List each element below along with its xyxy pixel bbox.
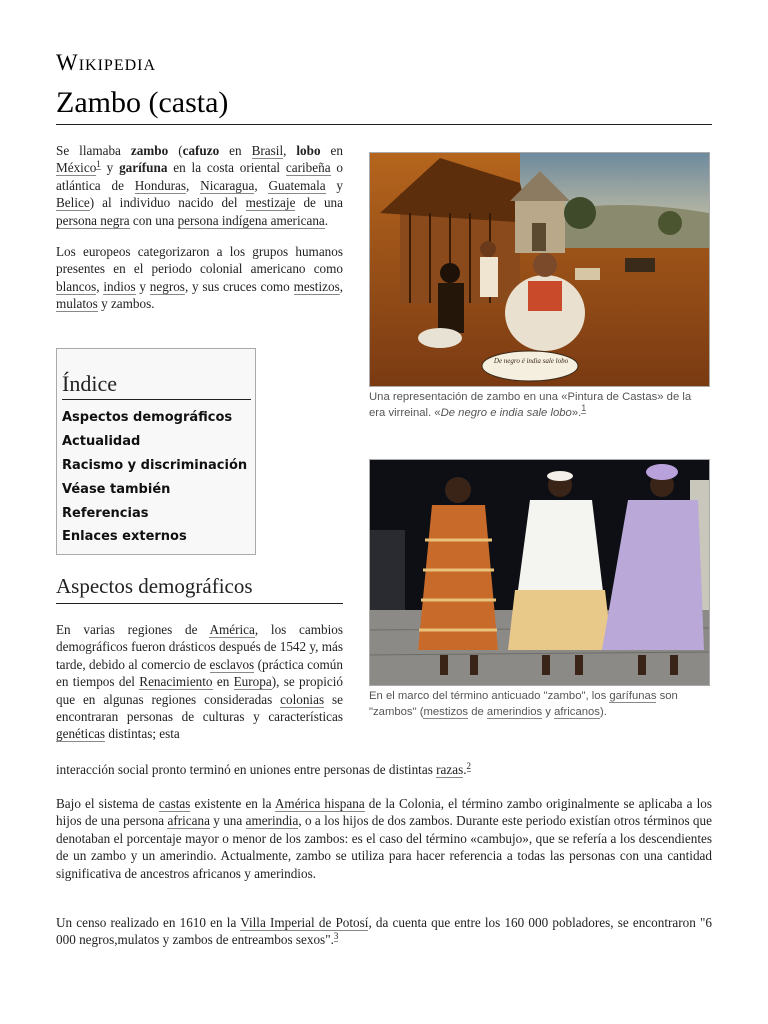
text: en <box>219 143 252 158</box>
text: , <box>186 177 201 193</box>
toc-item-racismo[interactable]: Racismo y discriminación <box>62 458 248 473</box>
toc-item-referencias[interactable]: Referencias <box>62 506 149 521</box>
link-blancos[interactable]: blancos <box>56 278 97 294</box>
text: ( <box>168 143 183 158</box>
section-heading-aspectos: Aspectos demográficos <box>56 574 343 604</box>
figure1-caption <box>369 389 709 421</box>
reference-3[interactable]: 3 <box>333 931 339 942</box>
link-europa[interactable]: Europa <box>233 674 272 690</box>
section1-paragraph-1 <box>56 621 343 743</box>
text: . <box>324 212 329 228</box>
link-mestizos[interactable]: mestizos <box>423 706 469 718</box>
text: en <box>320 143 343 158</box>
text: en <box>212 674 234 690</box>
section1-paragraph-2 <box>56 795 712 882</box>
link-america[interactable]: América <box>209 622 255 637</box>
text: ), se propició que en algunas regiones consideradas <box>56 674 343 707</box>
link-mestizaje[interactable]: mestizaje <box>245 195 296 211</box>
toc-item-enlaces[interactable]: Enlaces externos <box>62 529 187 544</box>
link-nicaragua[interactable]: Nicaragua <box>200 177 255 193</box>
link-renacimiento[interactable]: Renacimiento <box>139 674 213 690</box>
casta-painting-illustration <box>370 153 709 386</box>
text: y <box>100 160 120 176</box>
link-guatemala[interactable]: Guatemala <box>268 177 326 193</box>
toc-item-aspectos[interactable]: Aspectos demográficos <box>62 410 233 425</box>
text: de una <box>295 195 343 211</box>
link-razas[interactable]: razas <box>436 762 464 777</box>
wikipedia-logo[interactable]: Wikipedia <box>56 50 157 75</box>
link-amerindia[interactable]: amerindia <box>245 813 299 829</box>
section1-p2 <box>56 795 712 882</box>
term-zambo: zambo <box>130 143 169 158</box>
figure2-caption <box>369 688 709 720</box>
text: , y sus cruces como <box>184 278 294 294</box>
text: De negro e india sale lobo <box>440 407 572 419</box>
text: interacción social pronto terminó en uniones entre personas de distintas <box>56 762 437 777</box>
link-negros[interactable]: negros <box>149 278 185 294</box>
term-cafuzo: cafuzo <box>182 143 220 158</box>
text: , <box>283 143 297 158</box>
text: o atlántica de <box>56 160 344 193</box>
section1-paragraph-3 <box>56 914 712 949</box>
link-castas[interactable]: castas <box>158 796 191 811</box>
link-persona-negra[interactable]: persona negra <box>56 212 130 228</box>
link-potosi[interactable]: Villa Imperial de Potosí <box>240 915 369 930</box>
section1-p1-end <box>56 761 712 778</box>
garifuna-dancers-illustration <box>370 460 709 685</box>
link-africana[interactable]: africana <box>167 813 210 829</box>
text: existente en la <box>190 796 275 811</box>
text: . <box>463 762 467 777</box>
text: En el marco del término anticuado "zambo", los <box>369 690 610 702</box>
link-mexico[interactable]: México <box>56 160 97 176</box>
text: Una representación de zambo en una «Pintura de Castas» de la era virreinal. « <box>369 391 692 419</box>
reference-1[interactable]: 1 <box>96 159 101 170</box>
text: son "zambos" ( <box>369 690 678 718</box>
text: (práctica común en tiempos del <box>56 656 343 690</box>
text: , o a los hijos de dos zambos. Durante este periodo existían otros términos que denotaban el porcentaje mayor o menor de los zambos: es el caso del término «cambujo», que se refería a los descendientes de un zambo y un amerindio. Actualmente, zambo se utiliza para hacer referencia a todas las personas con una cantidad significativa de ancestros africanos y amerindios. <box>56 813 712 881</box>
link-indios[interactable]: indios <box>103 278 136 294</box>
text: distintas; esta <box>105 726 180 742</box>
text: , da cuenta que entre los 160 000 pobladores, se encontraron "6 000 negros,mulatos y zambos de entreambos sexos". <box>56 915 712 948</box>
toc-item-actualidad[interactable]: Actualidad <box>62 434 141 449</box>
text: , los cambios demográficos fueron drásticos después de 1542 y, más tarde, debido al comercio de <box>56 622 343 672</box>
text: , <box>254 177 269 193</box>
link-amerindios[interactable]: amerindios <box>486 706 543 718</box>
intro-paragraph-2 <box>56 243 343 313</box>
section1-p1-column <box>56 621 343 743</box>
text: de <box>468 706 487 718</box>
toc-item-vease[interactable]: Véase también <box>62 482 171 497</box>
text: y <box>325 177 344 193</box>
text: y <box>135 278 150 294</box>
text: Los europeos categorizaron a los grupos humanos presentes en el periodo colonial americano como <box>56 244 343 277</box>
text: Se llamaba <box>56 143 131 158</box>
intro-paragraph-1 <box>56 142 343 229</box>
text: ). <box>599 706 607 718</box>
section1-p3 <box>56 914 712 949</box>
link-honduras[interactable]: Honduras <box>134 177 187 193</box>
figure-garifuna-dancers <box>369 459 709 720</box>
link-garifunas[interactable]: garífunas <box>609 690 657 702</box>
text: , <box>96 278 104 294</box>
link-belice[interactable]: Belice <box>56 195 90 211</box>
intro-section <box>56 142 343 313</box>
text: y una <box>209 813 246 829</box>
text: y <box>542 706 555 718</box>
link-brasil[interactable]: Brasil <box>251 143 284 158</box>
section1-paragraph-1-continuation <box>56 761 712 778</box>
text: En varias regiones de <box>56 622 210 637</box>
table-of-contents <box>56 348 256 555</box>
text: Un censo realizado en 1610 en la <box>56 915 241 930</box>
text: , <box>339 278 344 294</box>
painting-inscription: De negro é india sale lobo <box>493 357 569 365</box>
term-lobo: lobo <box>296 143 321 158</box>
reference-1[interactable]: 1 <box>581 403 587 414</box>
link-america-hispana[interactable]: América hispana <box>274 796 365 811</box>
text: con una <box>129 212 178 228</box>
text: ) al individuo nacido del <box>89 195 246 211</box>
reference-2[interactable]: 2 <box>466 760 472 771</box>
page-title: Zambo (casta) <box>56 86 712 125</box>
term-garifuna: garífuna <box>119 160 168 176</box>
link-colonias[interactable]: colonias <box>280 691 325 707</box>
garifuna-photo[interactable] <box>369 459 710 686</box>
link-caribena[interactable]: caribeña <box>285 160 331 176</box>
casta-painting-image[interactable] <box>369 152 710 387</box>
text: en la costa oriental <box>167 160 286 176</box>
text: se encontraran personas de culturas y características <box>56 691 343 725</box>
link-geneticas[interactable]: genéticas <box>56 726 106 742</box>
link-persona-indigena[interactable]: persona indígena americana <box>177 212 325 228</box>
figure-casta-painting <box>369 152 709 421</box>
toc-title: Índice <box>62 371 251 400</box>
link-mestizos[interactable]: mestizos <box>293 278 340 294</box>
text: ». <box>571 407 582 419</box>
link-mulatos[interactable]: mulatos <box>56 296 98 312</box>
text: de la Colonia, el término zambo originalmente se aplicaba a los hijos de una persona <box>56 796 712 829</box>
text: Bajo el sistema de <box>56 796 159 811</box>
link-esclavos[interactable]: esclavos <box>209 656 255 672</box>
text: y zambos. <box>97 296 155 312</box>
link-africanos[interactable]: africanos <box>554 706 600 718</box>
